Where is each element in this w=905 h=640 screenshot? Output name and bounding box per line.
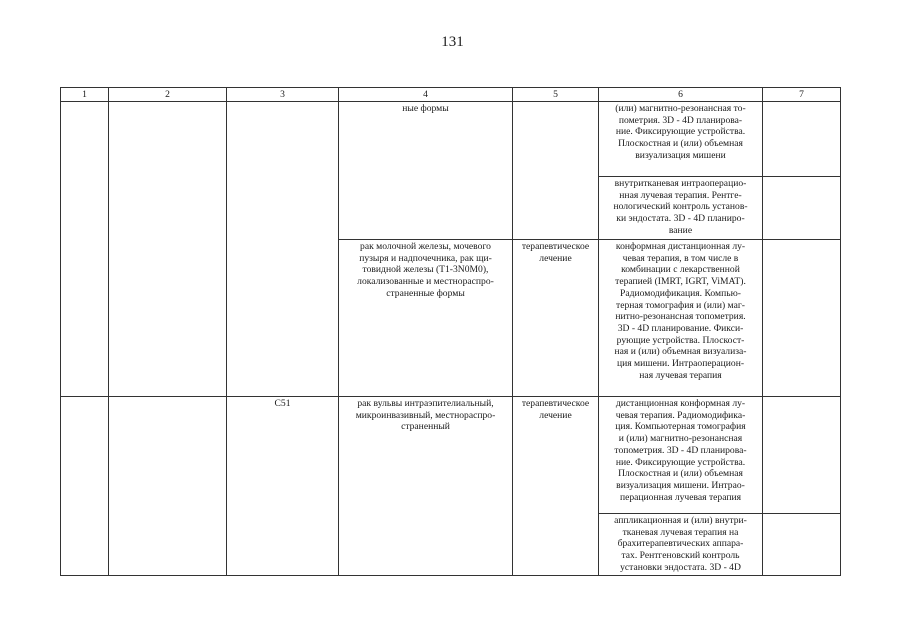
cell-col1-merged xyxy=(61,102,109,397)
cell-treatment-method: внутритканевая интраоперацио- нная лучевая терапия. Рентге- нологический контроль установ- ки эндостата. 3D - 4D планиро- вание xyxy=(599,177,763,240)
header-col-1: 1 xyxy=(61,88,109,102)
cell-col2 xyxy=(109,397,227,576)
header-col-6: 6 xyxy=(599,88,763,102)
cell-col7 xyxy=(763,102,841,177)
cell-treatment-method: аппликационная и (или) внутри- тканевая лучевая терапия на брахитерапевтических аппара- тах. Рентгеновский контроль установки эндостата. 3D - 4D xyxy=(599,514,763,576)
cell-treatment-type xyxy=(513,102,599,240)
header-col-4: 4 xyxy=(339,88,513,102)
header-col-7: 7 xyxy=(763,88,841,102)
table-row xyxy=(61,102,841,177)
header-col-2: 2 xyxy=(109,88,227,102)
cell-treatment-type: терапевтическое лечение xyxy=(513,397,599,576)
page-number: 131 xyxy=(441,34,464,50)
cell-col1 xyxy=(61,397,109,576)
header-col-3: 3 xyxy=(227,88,339,102)
cell-treatment-method: дистанционная конформная лу- чевая терапия. Радиомодифика- ция. Компьютерная томография и (или) магнитно-резонансная топометрия. 3D - 4D планирова- ние. Фиксирующие устройства. Плоскостная и (или) объемная визуализация мишени. Интрао- перационная лучевая терапия xyxy=(599,397,763,514)
cell-treatment-type: терапевтическое лечение xyxy=(513,240,599,397)
medical-services-table xyxy=(60,87,841,576)
cell-diagnosis: ные формы xyxy=(339,102,513,240)
cell-treatment-method: конформная дистанционная лу- чевая терапия, в том числе в комбинации с лекарственной терапией (IMRT, IGRT, ViMAT). Радиомодификация. Компью- терная томография и (или) маг- нитно-резонансная топометрия. 3D - 4D планирование. Фикси- рующие устройства. Плоскост- ная и (или) объемная визуализа- ция мишени. Интраоперацион- ная лучевая терапия xyxy=(599,240,763,397)
cell-col3-merged xyxy=(227,102,339,397)
cell-diagnosis: рак молочной железы, мочевого пузыря и надпочечника, рак щи- товидной железы (T1-3N0M0), локализованные и местнораспро- страненные формы xyxy=(339,240,513,397)
cell-col7 xyxy=(763,240,841,397)
cell-col2-merged xyxy=(109,102,227,397)
cell-col7 xyxy=(763,177,841,240)
cell-treatment-method: (или) магнитно-резонансная то- пометрия. 3D - 4D планирова- ние. Фиксирующие устройства. Плоскостная и (или) объемная визуализация мишени xyxy=(599,102,763,177)
cell-col7 xyxy=(763,397,841,514)
cell-icd-code: C51 xyxy=(227,397,339,576)
table-row xyxy=(61,397,841,514)
header-row xyxy=(61,88,841,102)
cell-col7 xyxy=(763,514,841,576)
cell-diagnosis: рак вульвы интраэпителиальный, микроинвазивный, местнораспро- страненный xyxy=(339,397,513,576)
header-col-5: 5 xyxy=(513,88,599,102)
